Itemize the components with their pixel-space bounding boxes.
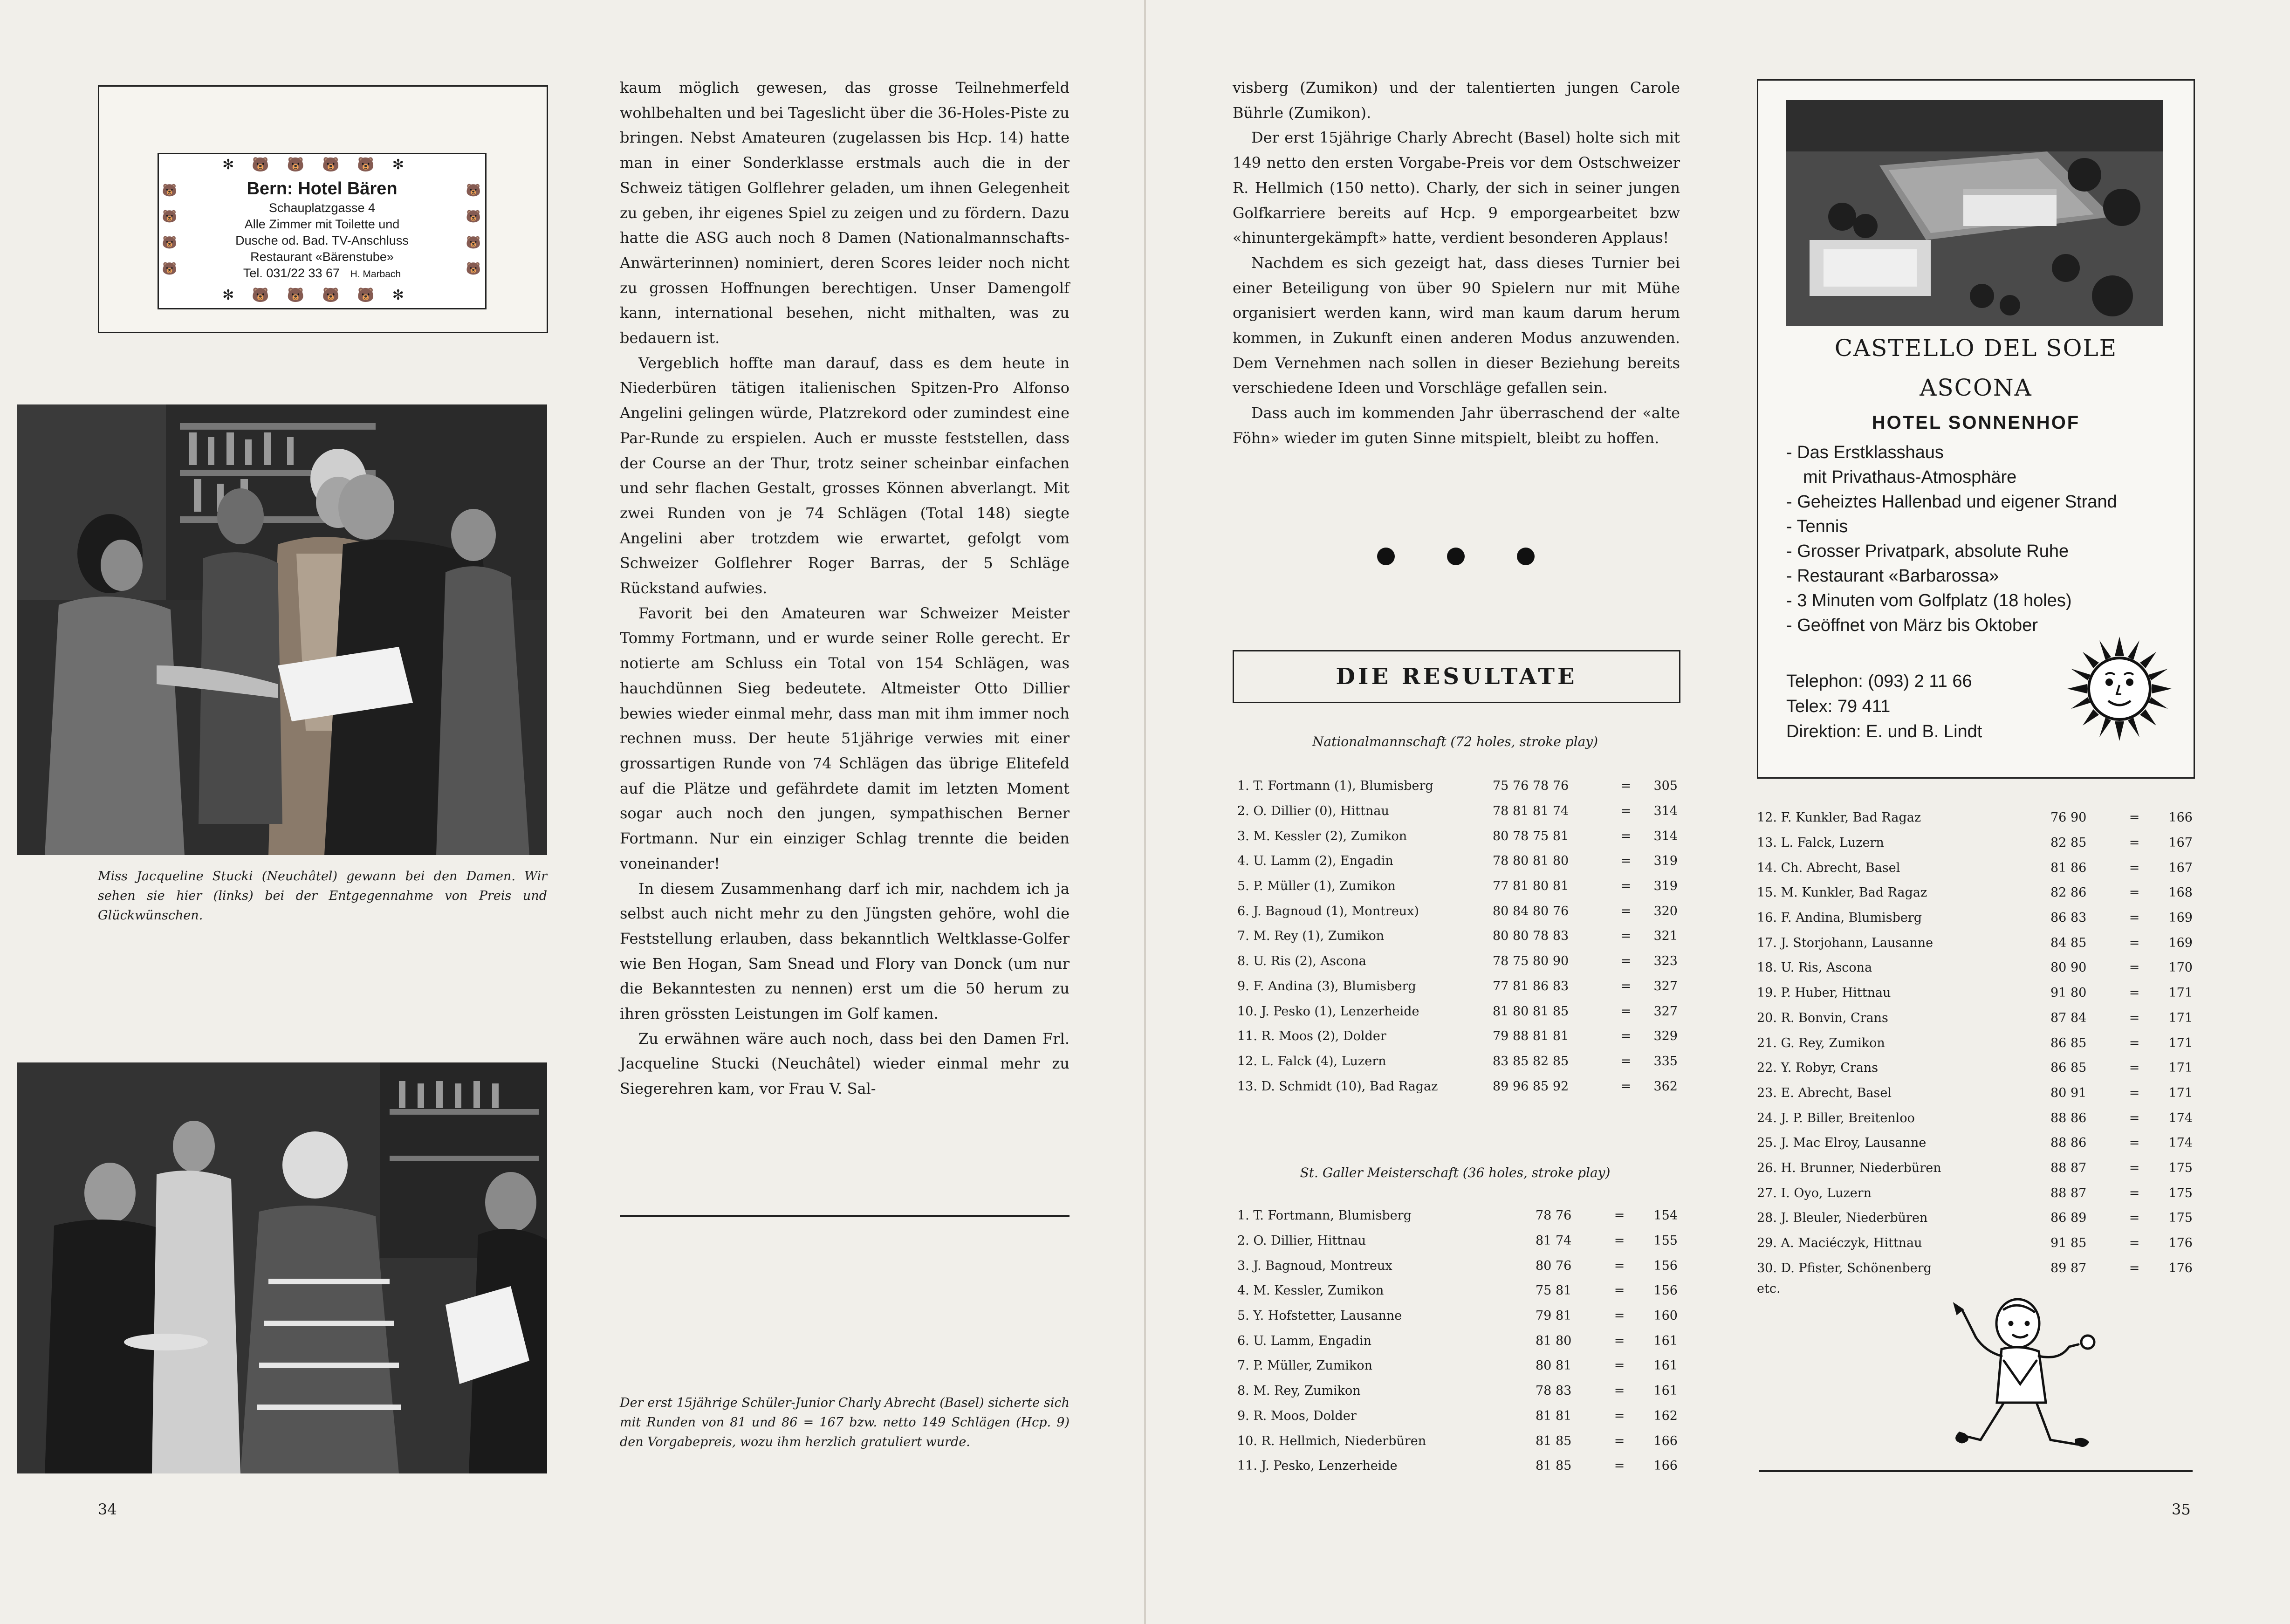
result-scores: 80 76 <box>1536 1258 1572 1273</box>
result-equals: = <box>2129 1236 2140 1251</box>
result-equals: = <box>2129 860 2140 875</box>
result-equals: = <box>1620 929 1632 944</box>
result-player: 5. P. Müller (1), Zumikon <box>1237 879 1396 894</box>
results-bottom-rule <box>1759 1470 2193 1472</box>
result-row <box>1757 955 2193 980</box>
result-equals: = <box>1620 829 1632 843</box>
result-row <box>1237 1203 1678 1228</box>
result-row <box>1237 898 1678 924</box>
result-player: 16. F. Andina, Blumisberg <box>1757 911 1922 925</box>
result-row <box>1757 855 2193 880</box>
result-row <box>1237 849 1678 874</box>
hotel-feature: - Geheiztes Hallenbad und eigener Strand <box>1786 492 2117 512</box>
article-paragraph: kaum möglich gewesen, das grosse Teilnehmerfeld wohlbehalten und bei Tageslicht über die 36-Holes-Piste zu bringen. Nebst Amateuren (zugelassen bis Hcp. 14) hatte man in einer Sonderklasse erstmals auch die in der Schweiz tätigen Golflehrer geladen, um ihnen Gelegenheit zu geben, ihr eigenes Spiel zu zeigen und zu fördern. Dazu hatte die ASG auch noch 8 Damen (Nationalmannschafts-Anwärterinnen) nominiert, deren Scores leider noch nicht zu grossen Hoffnungen berechtigen. Unser Damengolf kann, international besehen, nicht mithalten, was zu bedauern ist. <box>620 79 1070 347</box>
result-total: 156 <box>1653 1258 1678 1273</box>
result-player: 1. T. Fortmann (1), Blumisberg <box>1237 779 1433 794</box>
result-player: 26. H. Brunner, Niederbüren <box>1757 1160 1941 1175</box>
result-scores: 87 84 <box>2050 1010 2087 1025</box>
ad-text-block <box>180 178 464 282</box>
result-equals: = <box>1620 804 1632 819</box>
result-total: 169 <box>2168 911 2193 925</box>
result-total: 160 <box>1653 1309 1678 1323</box>
result-scores: 76 90 <box>2050 810 2087 825</box>
result-equals: = <box>1620 904 1632 918</box>
result-row <box>1757 1055 2193 1081</box>
result-scores: 88 86 <box>2050 1110 2087 1125</box>
result-scores: 78 76 <box>1536 1208 1572 1223</box>
hotel-feature: - Tennis <box>1786 517 1848 536</box>
result-equals: = <box>2129 1035 2140 1050</box>
result-player: 23. E. Abrecht, Basel <box>1757 1085 1892 1100</box>
result-scores: 78 81 81 74 <box>1493 804 1569 819</box>
national-results-body <box>1237 774 1678 1099</box>
result-row <box>1757 1255 2193 1281</box>
result-scores: 80 84 80 76 <box>1493 904 1569 918</box>
award-photo-1-illustration <box>17 404 547 855</box>
result-player: 19. P. Huber, Hittnau <box>1757 986 1891 1000</box>
result-equals: = <box>1614 1208 1625 1223</box>
result-total: 166 <box>2168 810 2193 825</box>
result-equals: = <box>1614 1384 1625 1398</box>
sun-logo-icon <box>2066 635 2173 742</box>
result-scores: 89 87 <box>2050 1261 2087 1275</box>
article-paragraph: Vergeblich hoffte man darauf, dass es dem heute in Niederbüren tätigen italienischen Spitzen-Pro Alfonso Angelini gelingen würde, Platzrekord oder zumindest eine Par-Runde zu erspielen. Auch er musste feststellen, dass der Course an der Thur, trotz seiner scheinbar einfachen und sehr flachen Gestalt, grosses Können abverlangt. Mit zwei Runden von je 74 Schlägen (Total 148) siegte Angelini aber trotzdem wie erwartet, gefolgt vom Schweizer Golflehrer Roger Barras, der 5 Schläge Rückstand aufwies. <box>620 354 1070 597</box>
result-scores: 88 86 <box>2050 1136 2087 1151</box>
hotel-subtitle: HOTEL SONNENHOF <box>1872 412 2080 433</box>
article-paragraph: Dass auch im kommenden Jahr überraschend der «alte Föhn» wieder im guten Sinne mitspielt, bleibt zu hoffen. <box>1233 404 1680 447</box>
aerial-photo-illustration <box>1786 100 2163 326</box>
castello-del-sole-ad <box>1757 79 2195 779</box>
result-scores: 81 80 81 85 <box>1493 1004 1569 1019</box>
result-total: 314 <box>1653 829 1678 843</box>
result-row <box>1757 1006 2193 1031</box>
result-player: 2. O. Dillier, Hittnau <box>1237 1233 1366 1248</box>
result-scores: 81 85 <box>1536 1433 1572 1448</box>
result-total: 305 <box>1653 779 1678 794</box>
result-player: 21. G. Rey, Zumikon <box>1757 1035 1885 1050</box>
result-total: 335 <box>1653 1054 1678 1069</box>
result-total: 171 <box>2168 1061 2193 1076</box>
result-scores: 81 85 <box>1536 1459 1572 1473</box>
result-row <box>1757 880 2193 905</box>
result-row <box>1757 1030 2193 1055</box>
result-equals: = <box>1620 979 1632 994</box>
result-total: 319 <box>1653 879 1678 894</box>
result-row <box>1757 1081 2193 1106</box>
result-player: 18. U. Ris, Ascona <box>1757 960 1872 975</box>
result-total: 176 <box>2168 1236 2193 1251</box>
results-etc: etc. <box>1757 1281 1781 1296</box>
hotel-phone: Telephon: (093) 2 11 66 <box>1786 672 1972 691</box>
result-row <box>1757 805 2193 830</box>
result-total: 327 <box>1653 979 1678 994</box>
result-player: 24. J. P. Biller, Breitenloo <box>1757 1110 1915 1125</box>
result-equals: = <box>1620 1054 1632 1069</box>
result-scores: 91 85 <box>2050 1236 2087 1251</box>
result-player: 29. A. Maciéczyk, Hittnau <box>1757 1236 1922 1251</box>
result-player: 15. M. Kunkler, Bad Ragaz <box>1757 885 1927 900</box>
result-row <box>1757 830 2193 856</box>
result-equals: = <box>1614 1358 1625 1373</box>
result-total: 170 <box>2168 960 2193 975</box>
result-player: 25. J. Mac Elroy, Lausanne <box>1757 1136 1927 1151</box>
result-player: 1. T. Fortmann, Blumisberg <box>1237 1208 1412 1223</box>
result-equals: = <box>2129 1160 2140 1175</box>
left-article-column <box>620 75 1070 1102</box>
result-total: 174 <box>2168 1136 2193 1151</box>
result-player: 8. U. Ris (2), Ascona <box>1237 954 1366 969</box>
result-total: 155 <box>1653 1233 1678 1248</box>
result-equals: = <box>2129 1010 2140 1025</box>
result-row <box>1237 1378 1678 1404</box>
result-equals: = <box>2129 1211 2140 1226</box>
result-equals: = <box>2129 810 2140 825</box>
result-total: 175 <box>2168 1160 2193 1175</box>
result-player: 17. J. Storjohann, Lausanne <box>1757 935 1933 950</box>
result-equals: = <box>2129 1261 2140 1275</box>
result-player: 6. J. Bagnoud (1), Montreux) <box>1237 904 1419 918</box>
result-row <box>1237 823 1678 849</box>
result-total: 161 <box>1653 1384 1678 1398</box>
separator-dot <box>1377 548 1395 565</box>
result-scores: 88 87 <box>2050 1160 2087 1175</box>
result-scores: 78 75 80 90 <box>1493 954 1569 969</box>
result-total: 314 <box>1653 804 1678 819</box>
result-scores: 80 81 <box>1536 1358 1572 1373</box>
hotel-feature-list <box>1786 440 2187 638</box>
result-total: 171 <box>2168 986 2193 1000</box>
result-player: 13. D. Schmidt (10), Bad Ragaz <box>1237 1079 1438 1094</box>
result-player: 9. F. Andina (3), Blumisberg <box>1237 979 1416 994</box>
result-scores: 91 80 <box>2050 986 2087 1000</box>
article-paragraph: Zu erwähnen wäre auch noch, dass bei den Damen Frl. Jacqueline Stucki (Neuchâtel) wieder einmal mehr zu Siegerehren kam, vor Frau V. Sal- <box>620 1029 1070 1098</box>
result-player: 9. R. Moos, Dolder <box>1237 1408 1357 1423</box>
result-row <box>1237 1353 1678 1378</box>
result-equals: = <box>2129 986 2140 1000</box>
result-row <box>1237 1303 1678 1329</box>
result-equals: = <box>1620 1029 1632 1044</box>
result-player: 27. I. Oyo, Luzern <box>1757 1185 1872 1200</box>
result-player: 12. F. Kunkler, Bad Ragaz <box>1757 810 1921 825</box>
hotel-feature: - Restaurant «Barbarossa» <box>1786 566 1999 586</box>
result-total: 327 <box>1653 1004 1678 1019</box>
award-photo-2 <box>17 1062 547 1473</box>
ad-line: Alle Zimmer mit Toilette und <box>244 217 400 231</box>
result-row <box>1237 1228 1678 1254</box>
result-scores: 80 78 75 81 <box>1493 829 1569 843</box>
hotel-feature: - Das Erstklasshaus <box>1786 443 1944 462</box>
result-row <box>1237 874 1678 899</box>
result-player: 22. Y. Robyr, Crans <box>1757 1061 1879 1076</box>
result-scores: 80 91 <box>2050 1085 2087 1100</box>
right-article-column <box>1233 75 1680 451</box>
section-separator-dots <box>1377 548 1536 566</box>
golfer-cartoon-icon <box>1943 1291 2111 1477</box>
result-scores: 75 81 <box>1536 1283 1572 1298</box>
stgaller-results-table <box>1237 1203 1678 1479</box>
result-scores: 77 81 86 83 <box>1493 979 1569 994</box>
result-total: 154 <box>1653 1208 1678 1223</box>
result-total: 171 <box>2168 1035 2193 1050</box>
hotel-name: CASTELLO DEL SOLE <box>1834 335 2118 362</box>
result-row <box>1237 999 1678 1024</box>
result-total: 176 <box>2168 1261 2193 1275</box>
result-player: 12. L. Falck (4), Luzern <box>1237 1054 1386 1069</box>
result-player: 13. L. Falck, Luzern <box>1757 836 1884 850</box>
award-photo-2-illustration <box>17 1062 547 1473</box>
result-row <box>1757 980 2193 1006</box>
article-paragraph: Der erst 15jährige Charly Abrecht (Basel) holte sich mit 149 netto den ersten Vorgabe-Preis vor dem Ostschweizer R. Hellmich (150 netto). Charly, der sich in seiner jungen Golfkarriere bereits auf Hcp. 9 emporgearbeitet bzw «hinuntergekämpft» hatte, verdient besonderen Applaus! <box>1233 129 1680 247</box>
result-row <box>1757 1206 2193 1231</box>
result-scores: 81 74 <box>1536 1233 1572 1248</box>
aerial-photo <box>1786 100 2163 326</box>
bear-border-left: 🐻 🐻 🐻 🐻 <box>162 184 178 276</box>
result-row <box>1757 1180 2193 1206</box>
ad-line: Restaurant «Bärenstube» <box>250 250 394 264</box>
result-row <box>1237 799 1678 824</box>
hotel-baeren-ad <box>98 85 548 333</box>
result-total: 320 <box>1653 904 1678 918</box>
hotel-feature: - 3 Minuten vom Golfplatz (18 holes) <box>1786 591 2072 610</box>
national-results-table <box>1237 774 1678 1099</box>
result-player: 14. Ch. Abrecht, Basel <box>1757 860 1900 875</box>
result-equals: = <box>1614 1459 1625 1473</box>
result-scores: 82 85 <box>2050 836 2087 850</box>
result-row <box>1757 905 2193 931</box>
ad-line: Schauplatzgasse 4 <box>268 201 376 215</box>
result-player: 7. P. Müller, Zumikon <box>1237 1358 1372 1373</box>
result-total: 171 <box>2168 1085 2193 1100</box>
result-player: 4. M. Kessler, Zumikon <box>1237 1283 1384 1298</box>
bear-border-top: ✻🐻🐻🐻🐻✻ <box>222 157 422 173</box>
article-paragraph: Nachdem es sich gezeigt hat, dass dieses Turnier bei einer Beteiligung von über 90 Spielern nur mit Mühe organisiert werden kann, wird man kaum darum herum kommen, in Zukunft einen anderen Modus anzuwenden. Dem Vernehmen nach sollen in dieser Beziehung bereits verschiedene Ideen und Vorschläge gefallen sein. <box>1233 254 1680 397</box>
result-player: 28. J. Bleuler, Niederbüren <box>1757 1211 1928 1226</box>
result-equals: = <box>2129 960 2140 975</box>
result-row <box>1237 1328 1678 1353</box>
result-scores: 84 85 <box>2050 935 2087 950</box>
result-scores: 86 89 <box>2050 1211 2087 1226</box>
result-equals: = <box>1614 1309 1625 1323</box>
article-paragraph: Favorit bei den Amateuren war Schweizer Meister Tommy Fortmann, und er wurde seiner Rolle gerecht. Er notierte am Schluss ein Total von 154 Schlägen, was hauchdünnen Sieg bedeutete. Altmeister Otto Dillier bewies wieder einmal mehr, dass man mit ihm immer noch rechnen muss. Der heute 51jährige verwies mit einer grossartigen Runde von 74 Schlägen das übrige Elitefeld auf die Plätze und gefährdete damit im letzten Moment sogar auch noch den jungen, sympathischen Berner Fortmann. Nur ein einziger Schlag trennte die beiden voneinander! <box>620 604 1070 872</box>
stgaller-results-continued-body <box>1757 805 2193 1281</box>
result-equals: = <box>1614 1258 1625 1273</box>
result-row <box>1757 1131 2193 1156</box>
result-equals: = <box>2129 1185 2140 1200</box>
hotel-town: ASCONA <box>1920 374 2032 401</box>
result-equals: = <box>1620 854 1632 869</box>
result-equals: = <box>1614 1333 1625 1348</box>
result-player: 6. U. Lamm, Engadin <box>1237 1333 1371 1348</box>
hotel-telex: Telex: 79 411 <box>1786 697 1891 716</box>
hotel-feature: - Geöffnet von März bis Oktober <box>1786 616 2038 635</box>
result-scores: 89 96 85 92 <box>1493 1079 1569 1094</box>
separator-dot <box>1447 548 1465 565</box>
result-total: 167 <box>2168 860 2193 875</box>
result-total: 175 <box>2168 1211 2193 1226</box>
ad-line: Dusche od. Bad. TV-Anschluss <box>235 233 409 247</box>
hotel-contact <box>1786 669 2066 744</box>
result-scores: 82 86 <box>2050 885 2087 900</box>
result-scores: 86 85 <box>2050 1061 2087 1076</box>
result-equals: = <box>1620 1004 1632 1019</box>
result-player: 10. R. Hellmich, Niederbüren <box>1237 1433 1426 1448</box>
result-scores: 79 88 81 81 <box>1493 1029 1569 1044</box>
result-total: 323 <box>1653 954 1678 969</box>
hotel-direction: Direktion: E. und B. Lindt <box>1786 722 1982 741</box>
result-row <box>1237 1278 1678 1303</box>
result-scores: 78 83 <box>1536 1384 1572 1398</box>
result-scores: 78 80 81 80 <box>1493 854 1569 869</box>
photo-1-caption: Miss Jacqueline Stucki (Neuchâtel) gewann bei den Damen. Wir sehen sie hier (links) bei der Entgegennahme von Preis und Glückwünschen. <box>98 869 547 923</box>
award-photo-1 <box>17 404 547 855</box>
result-row <box>1237 1074 1678 1099</box>
bear-border-bottom: ✻🐻🐻🐻🐻✻ <box>222 287 422 303</box>
stgaller-results-body <box>1237 1203 1678 1479</box>
result-scores: 88 87 <box>2050 1185 2087 1200</box>
result-total: 166 <box>1653 1433 1678 1448</box>
result-scores: 79 81 <box>1536 1309 1572 1323</box>
result-row <box>1237 924 1678 949</box>
result-row <box>1757 930 2193 955</box>
result-equals: = <box>2129 1061 2140 1076</box>
result-player: 7. M. Rey (1), Zumikon <box>1237 929 1385 944</box>
result-total: 162 <box>1653 1408 1678 1423</box>
result-player: 2. O. Dillier (0), Hittnau <box>1237 804 1389 819</box>
result-row <box>1237 1024 1678 1049</box>
result-scores: 86 85 <box>2050 1035 2087 1050</box>
result-total: 161 <box>1653 1358 1678 1373</box>
result-total: 171 <box>2168 1010 2193 1025</box>
result-row <box>1237 1428 1678 1453</box>
result-scores: 81 80 <box>1536 1333 1572 1348</box>
result-scores: 75 76 78 76 <box>1493 779 1569 794</box>
result-equals: = <box>1620 779 1632 794</box>
result-scores: 83 85 82 85 <box>1493 1054 1569 1069</box>
result-player: 10. J. Pesko (1), Lenzerheide <box>1237 1004 1419 1019</box>
national-heading: Nationalmannschaft (72 holes, stroke play) <box>1312 734 1598 749</box>
result-total: 175 <box>2168 1185 2193 1200</box>
article-paragraph: In diesem Zusammenhang darf ich mir, nachdem ich ja selbst auch nicht mehr zu den Jüngsten gehöre, wohl die Feststellung erlauben, dass bekanntlich Weltklasse-Golfer wie Ben Hogan, Sam Snead und Flory van Donck (um nur die Bekanntesten zu nennen) erst um die 50 herum zu ihren grössten Leistungen im Golf kamen. <box>620 879 1070 1023</box>
result-scores: 80 90 <box>2050 960 2087 975</box>
result-equals: = <box>1614 1408 1625 1423</box>
result-player: 11. R. Moos (2), Dolder <box>1237 1029 1386 1044</box>
result-equals: = <box>2129 885 2140 900</box>
result-total: 319 <box>1653 854 1678 869</box>
result-player: 30. D. Pfister, Schönenberg <box>1757 1261 1932 1275</box>
page-number-left: 34 <box>98 1501 117 1518</box>
ad-contact-line <box>180 265 464 282</box>
book-spine <box>1144 0 1146 1624</box>
result-equals: = <box>1614 1233 1625 1248</box>
result-row <box>1237 774 1678 799</box>
hotel-feature: mit Privathaus-Atmosphäre <box>1803 467 2017 487</box>
result-total: 362 <box>1653 1079 1678 1094</box>
result-equals: = <box>1614 1433 1625 1448</box>
hotel-feature: - Grosser Privatpark, absolute Ruhe <box>1786 541 2069 561</box>
result-player: 5. Y. Hofstetter, Lausanne <box>1237 1309 1402 1323</box>
results-title: DIE RESULTATE <box>1233 650 1680 703</box>
stgaller-heading: St. Galler Meisterschaft (36 holes, stroke play) <box>1300 1165 1611 1180</box>
result-row <box>1237 1453 1678 1479</box>
ad-phone: Tel. 031/22 33 67 <box>243 266 340 280</box>
result-row <box>1757 1105 2193 1131</box>
result-row <box>1237 949 1678 974</box>
result-total: 168 <box>2168 885 2193 900</box>
bear-border-right: 🐻 🐻 🐻 🐻 <box>466 184 481 276</box>
stgaller-results-continued-table <box>1757 805 2193 1281</box>
result-scores: 81 86 <box>2050 860 2087 875</box>
result-scores: 77 81 80 81 <box>1493 879 1569 894</box>
result-row <box>1237 1253 1678 1278</box>
result-player: 8. M. Rey, Zumikon <box>1237 1384 1361 1398</box>
page-number-right: 35 <box>2172 1501 2191 1518</box>
result-total: 174 <box>2168 1110 2193 1125</box>
result-total: 167 <box>2168 836 2193 850</box>
ad-title: Bern: Hotel Bären <box>247 179 398 199</box>
result-equals: = <box>2129 1110 2140 1125</box>
result-player: 3. M. Kessler (2), Zumikon <box>1237 829 1407 843</box>
result-equals: = <box>2129 935 2140 950</box>
result-player: 20. R. Bonvin, Crans <box>1757 1010 1888 1025</box>
article-divider <box>620 1215 1070 1217</box>
result-row <box>1237 1049 1678 1074</box>
result-equals: = <box>1620 954 1632 969</box>
result-equals: = <box>1614 1283 1625 1298</box>
result-total: 321 <box>1653 929 1678 944</box>
result-equals: = <box>2129 836 2140 850</box>
photo-2-caption: Der erst 15jährige Schüler-Junior Charly Abrecht (Basel) sicherte sich mit Runden von 81 und 86 = 167 bzw. netto 149 Schlägen (Hcp. 9) den Vorgabepreis, wozu ihm herzlich gratuliert wurde. <box>620 1396 1070 1449</box>
result-scores: 80 80 78 83 <box>1493 929 1569 944</box>
result-total: 156 <box>1653 1283 1678 1298</box>
result-player: 4. U. Lamm (2), Engadin <box>1237 854 1393 869</box>
result-row <box>1237 974 1678 999</box>
result-total: 329 <box>1653 1029 1678 1044</box>
result-equals: = <box>1620 879 1632 894</box>
result-total: 161 <box>1653 1333 1678 1348</box>
result-equals: = <box>1620 1079 1632 1094</box>
result-player: 3. J. Bagnoud, Montreux <box>1237 1258 1392 1273</box>
result-equals: = <box>2129 1136 2140 1151</box>
separator-dot <box>1517 548 1535 565</box>
result-total: 166 <box>1653 1459 1678 1473</box>
result-row <box>1757 1231 2193 1256</box>
result-player: 11. J. Pesko, Lenzerheide <box>1237 1459 1398 1473</box>
article-paragraph: visberg (Zumikon) und der talentierten jungen Carole Bührle (Zumikon). <box>1233 79 1680 122</box>
ad-inner-frame <box>158 153 487 309</box>
result-scores: 81 81 <box>1536 1408 1572 1423</box>
result-equals: = <box>2129 911 2140 925</box>
result-row <box>1757 1156 2193 1181</box>
ad-owner: H. Marbach <box>350 269 401 280</box>
result-scores: 86 83 <box>2050 911 2087 925</box>
result-equals: = <box>2129 1085 2140 1100</box>
result-row <box>1237 1404 1678 1429</box>
result-total: 169 <box>2168 935 2193 950</box>
